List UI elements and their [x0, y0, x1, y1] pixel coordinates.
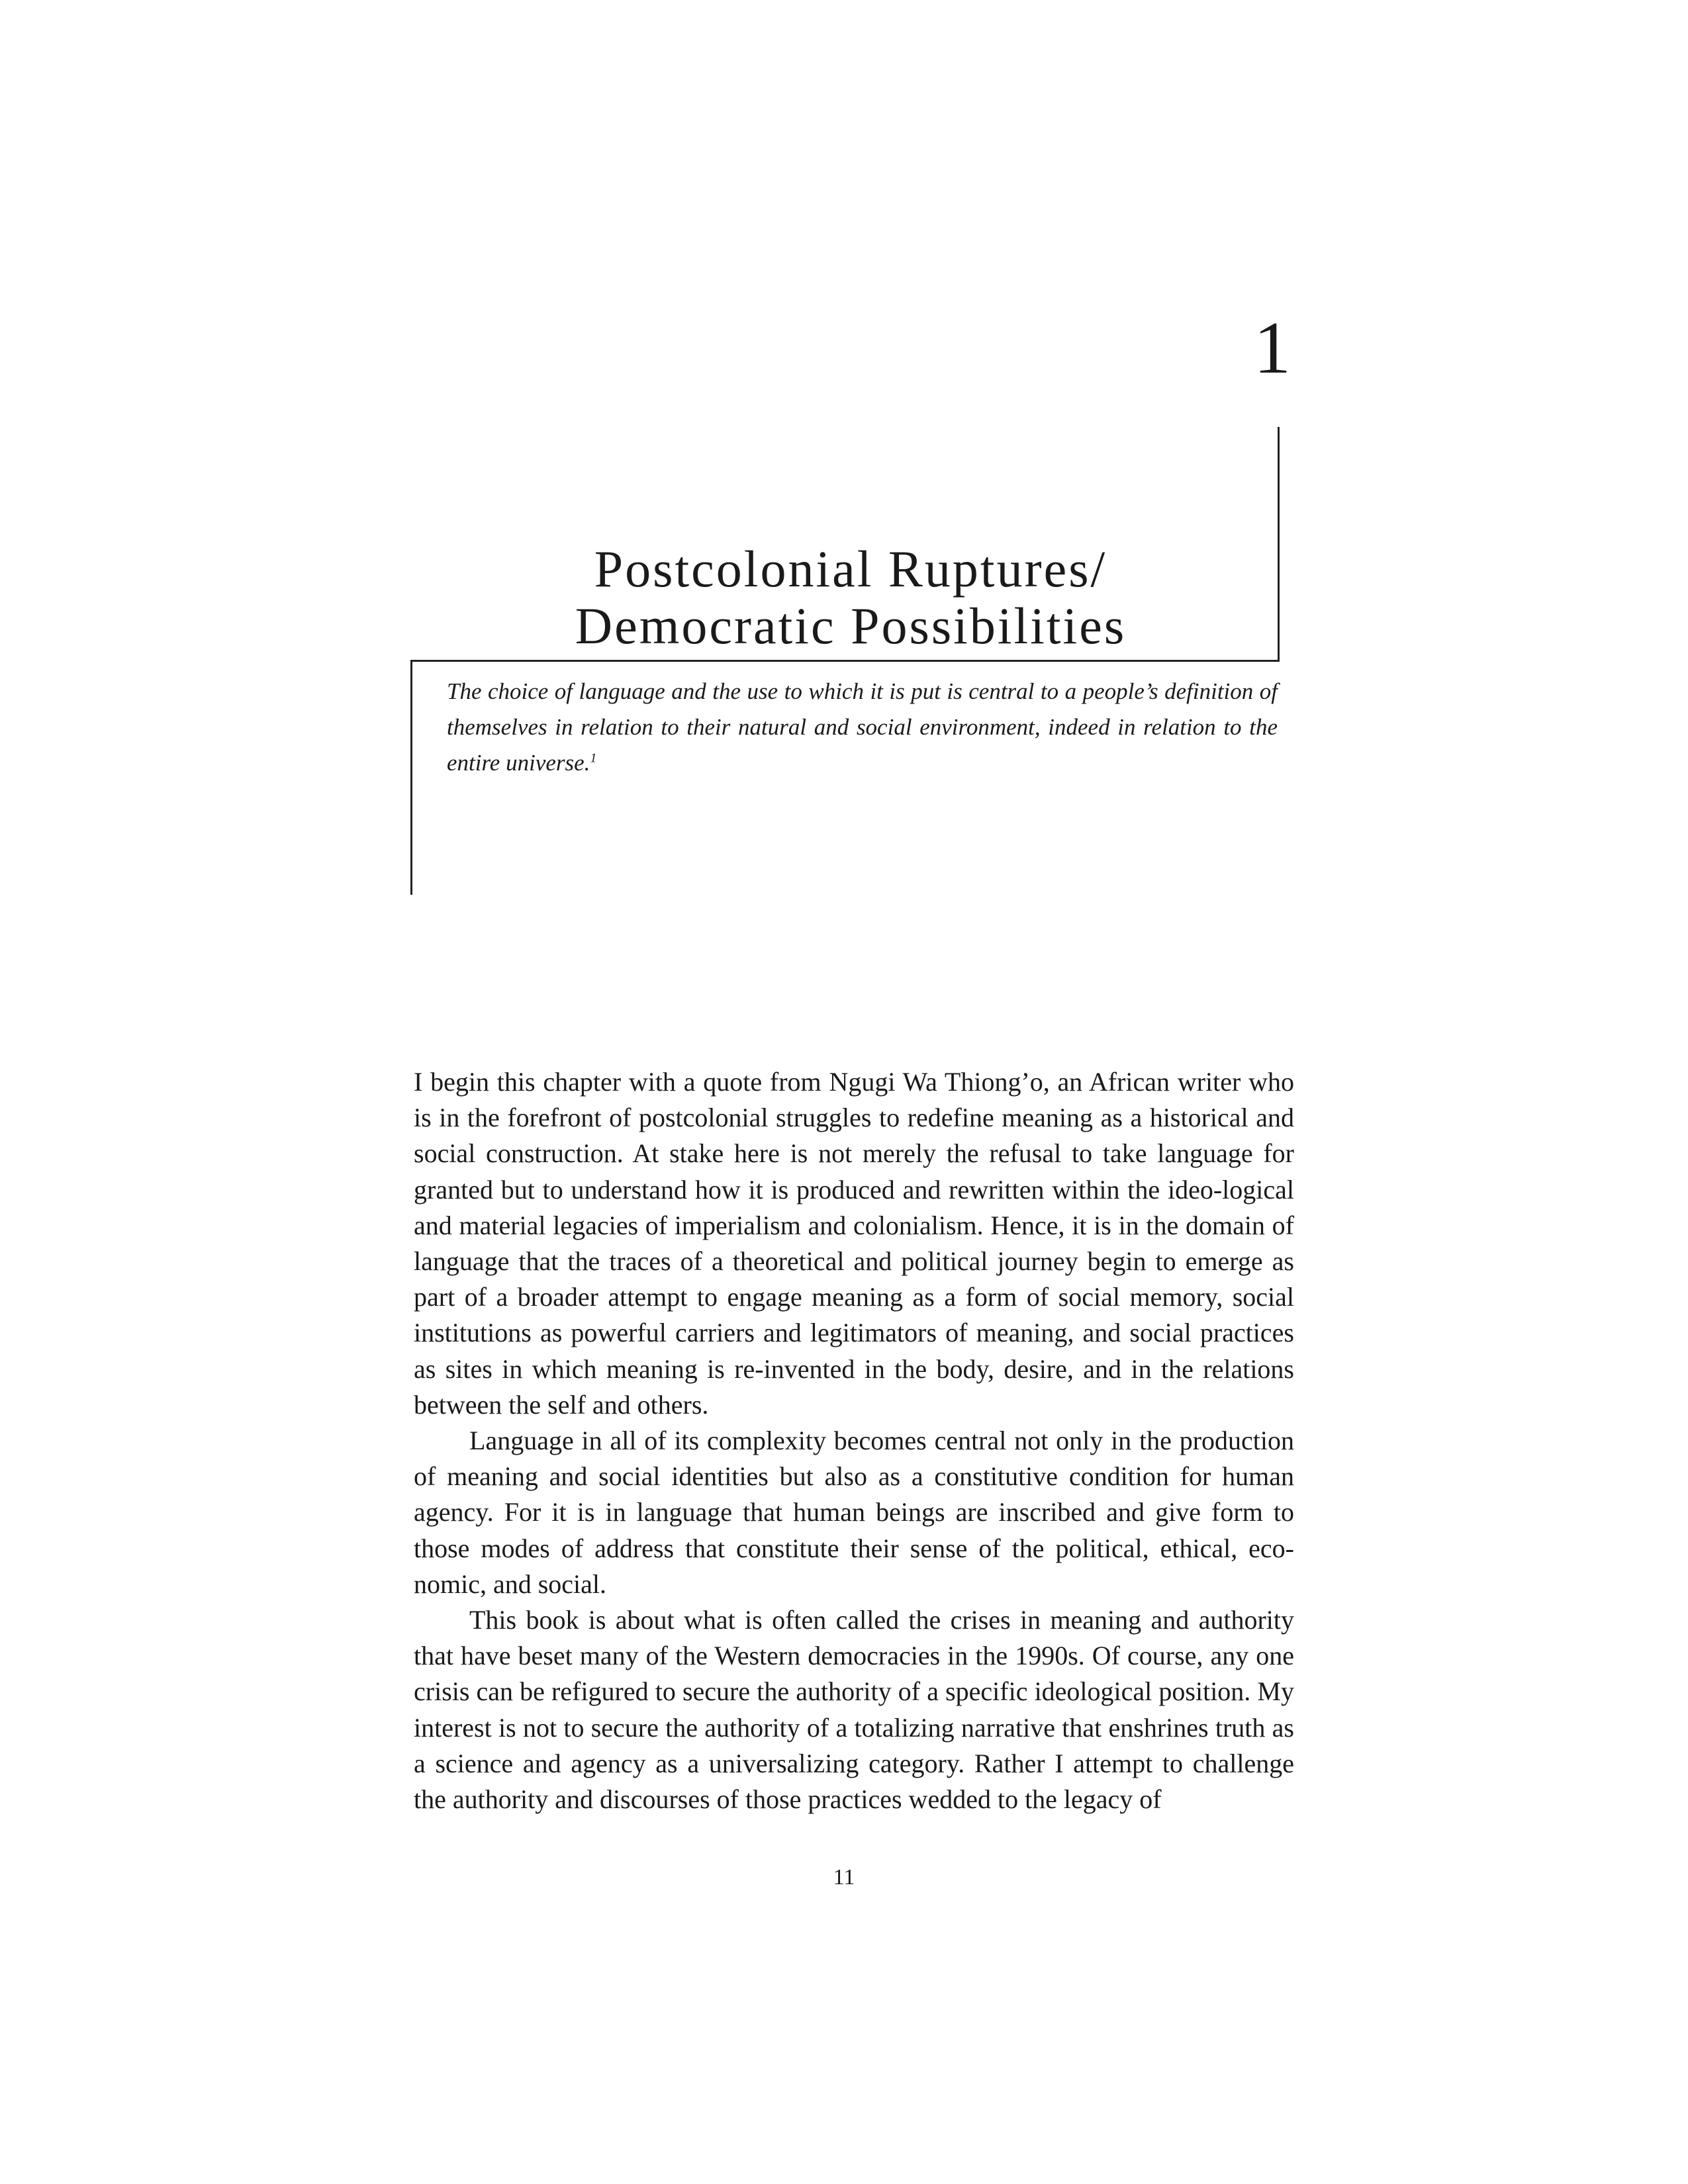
paragraph: I begin this chapter with a quote from Ngugi Wa Thiong’o, an African writer who is in the forefront of postcolonial struggles to redefine meaning as a historical and social construction. At stake here is not merely the refusal to take language for granted but to understand how it is produced and rewritten within the ideo-logical and material legacies of imperialism and colonialism. Hence, it is in the domain of language that the traces of a theoretical and political journey begin to emerge as part of a broader attempt to engage meaning as a form of social memory, social institutions as powerful carriers and legitimators of meaning, and social practices as sites in which meaning is re-invented in the body, desire, and in the relations between the self and others. [414, 1067, 1294, 1420]
frame-rule-top [410, 660, 1280, 662]
paragraph: Language in all of its complexity becomes central not only in the production of meaning and social identities but also as a constitutive condition for human agency. For it is in language that human beings are inscribed and give form to those modes of address that constitute their sense of the political, ethical, eco-nomic, and social. [414, 1426, 1294, 1599]
footnote-reference: 1 [590, 751, 597, 766]
chapter-title-line-1: Postcolonial Ruptures/ [594, 540, 1107, 598]
chapter-title-line-2: Democratic Possibilities [575, 597, 1127, 655]
epigraph [447, 674, 1278, 781]
frame-rule-right [1278, 427, 1280, 662]
body-text [414, 1064, 1294, 1817]
page-number: 11 [833, 1865, 855, 1889]
paragraph: This book is about what is often called the crises in meaning and authority that have beset many of the Western democracies in the 1990s. Of course, any one crisis can be refigured to secure the authority of a specific ideological position. My interest is not to secure the authority of a totalizing narrative that enshrines truth as a science and agency as a universalizing category. Rather I attempt to challenge the authority and discourses of those practices wedded to the legacy of [414, 1605, 1294, 1815]
epigraph-text: The choice of language and the use to which it is put is central to a people’s definition of themselves in relation to their natural and social environment, indeed in relation to the entire universe. [447, 678, 1278, 776]
chapter-title [424, 541, 1278, 655]
chapter-number: 1 [1254, 307, 1291, 389]
frame-rule-left [410, 660, 412, 895]
